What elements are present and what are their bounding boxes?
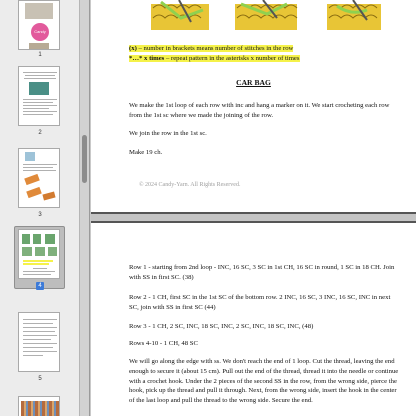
thumb-text-line	[23, 355, 43, 356]
thumb-text-line	[23, 319, 57, 320]
page-thumbnail-1[interactable]	[18, 0, 60, 50]
thumb-photo	[25, 152, 35, 161]
legend-note-repeat	[129, 54, 399, 64]
page-thumbnail-4[interactable]	[18, 229, 60, 279]
document-page-4	[91, 221, 416, 416]
crochet-stitch-illustration	[91, 0, 416, 38]
thumb-photo	[29, 82, 49, 95]
thumb-text-line	[23, 327, 57, 328]
thumb-text-line	[24, 78, 56, 79]
thumb-photo	[22, 234, 30, 244]
thumb-photo	[26, 187, 42, 198]
page-number-badge: 4	[36, 282, 44, 290]
sidebar-scrollbar[interactable]	[80, 0, 90, 416]
copyright-text: © 2024 Candy-Yarn. All Rights Reserved.	[139, 182, 241, 188]
thumb-text-line	[23, 343, 57, 344]
thumb-text-line	[23, 167, 53, 168]
page-number-label: 1	[38, 52, 42, 58]
scrollbar-thumb[interactable]	[82, 135, 87, 183]
page-thumbnail-6[interactable]	[18, 396, 60, 416]
thumb-photo	[24, 174, 40, 185]
pattern-row: Rows 4-10 - 1 CH, 48 SC	[129, 340, 198, 347]
thumb-text-line	[25, 75, 55, 76]
page-thumbnail-2[interactable]	[18, 66, 60, 126]
thumb-text-line	[23, 274, 51, 275]
thumb-text-line	[23, 271, 55, 272]
thumb-photo	[42, 192, 55, 201]
thumb-photo	[25, 3, 53, 19]
thumb-logo: Candy	[31, 23, 49, 41]
page-number-label: 2	[38, 130, 42, 136]
thumb-text-line	[23, 331, 55, 332]
pattern-row: Row 2 - 1 CH, first SC in the 1st SC of the bottom row. 2 INC, 16 SC, 3 INC, 16 SC, INC in next SC, join with SS in first SC (44)	[129, 294, 391, 311]
illustration-panel-3	[327, 0, 381, 30]
page-number-label: 3	[38, 212, 42, 218]
legend-text: – repeat pattern in the asterisks x number of times	[164, 55, 300, 62]
pattern-row: Row 3 - 1 CH, 2 SC, INC, 18 SC, INC, 2 SC, INC, 18 SC, INC, (48)	[129, 323, 314, 330]
thumb-photo	[45, 234, 55, 244]
thumb-text-line	[23, 323, 53, 324]
thumb-text-line	[23, 105, 57, 106]
thumb-text-line	[23, 164, 57, 165]
document-page-3	[91, 0, 416, 214]
page-number-label: 5	[38, 376, 42, 382]
document-viewer[interactable]	[91, 0, 416, 416]
thumb-text-line	[23, 108, 49, 109]
thumb-photo	[21, 401, 59, 416]
page-thumbnail-3[interactable]	[18, 148, 60, 208]
thumb-highlight-line	[23, 263, 49, 265]
thumb-highlight-line	[23, 260, 53, 262]
illustration-panel-1	[151, 0, 209, 30]
illustration-panel-2	[235, 0, 297, 30]
legend-key: *…* x times	[129, 55, 165, 62]
thumb-photo	[29, 43, 49, 49]
thumb-photo	[48, 247, 57, 256]
thumb-text-line	[23, 351, 57, 352]
page-thumbnail-5[interactable]	[18, 312, 60, 372]
thumb-text-line	[23, 335, 57, 336]
legend-text: – number in brackets means number of stitches in the row	[136, 45, 294, 52]
body-paragraph: We make the 1st loop of each row with inc and hang a marker on it. We start crocheting each row from the 1st sc where we made the joining of the row.	[129, 102, 390, 119]
thumb-text-line	[23, 339, 51, 340]
thumbnail-sidebar	[0, 0, 80, 416]
thumb-text-line	[23, 111, 57, 112]
thumb-text-line	[23, 114, 53, 115]
thumb-photo	[33, 234, 41, 244]
pattern-row: Row 1 - starting from 2nd loop - INC, 16 SC, 3 SC in 1st CH, 16 SC in round, 1 SC in 18 CH. Join with SS in first SC. (38)	[129, 264, 395, 281]
body-paragraph: We join the row in the 1st sc.	[129, 130, 207, 137]
thumb-text-line	[33, 268, 47, 269]
legend-key: (x)	[129, 45, 137, 52]
thumb-text-line	[23, 347, 53, 348]
body-paragraph: Make 19 ch.	[129, 149, 163, 156]
legend-note-brackets	[129, 44, 399, 54]
thumb-photo	[35, 247, 45, 256]
pattern-paragraph: We will go along the edge with ss. We don't reach the end of 1 loop. Cut the thread, leaving the end enough to secure it (about 15 cm). Pull out the end of the thread, thread it into the needle or continue with a crochet hook. Under the 2 pieces of the second SS in the row, from the wrong side, pierce the hook, pick up the thread and pull it through. Next, from the wrong side, insert the hook in the center of the last loop and pull the thread to the wrong side. Secure the end.	[129, 358, 399, 405]
thumb-text-line	[23, 72, 57, 73]
thumb-text-line	[23, 170, 56, 171]
section-heading: CAR BAG	[236, 78, 271, 87]
thumb-photo	[22, 247, 32, 256]
thumb-text-line	[23, 99, 57, 100]
thumb-text-line	[23, 102, 53, 103]
